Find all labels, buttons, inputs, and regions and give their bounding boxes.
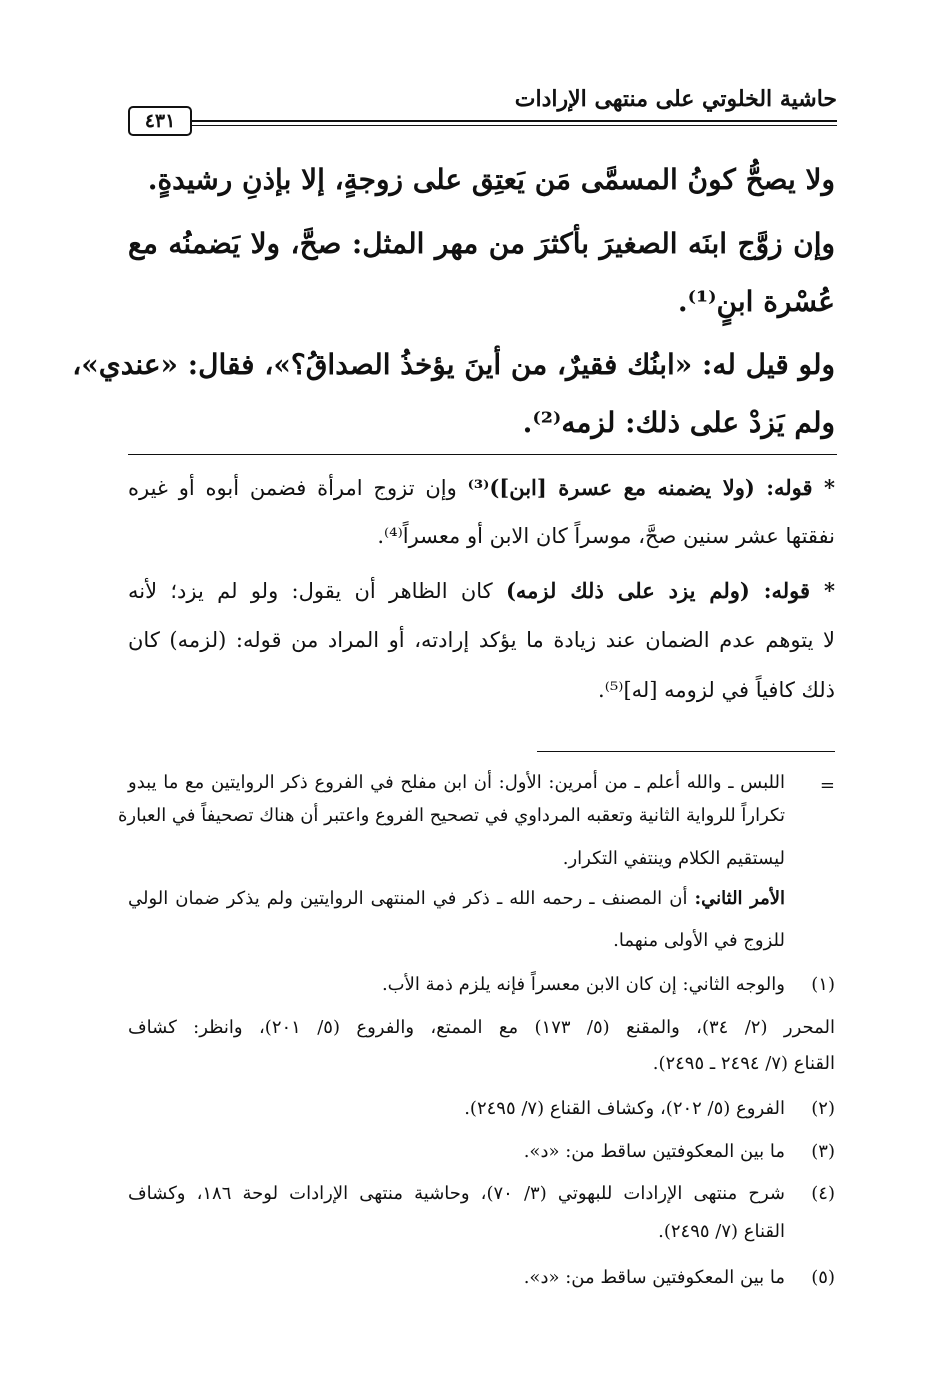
footnote-5-line-1: ما بين المعكوفتين ساقط من: «د». [523,1267,785,1288]
footnote-1-line-1: والوجه الثاني: إن كان الابن معسراً فإنه يلزم ذمة الأب. [381,974,785,995]
running-title: حاشية الخلوتي على منتهى الإرادات [514,86,837,112]
footnote-4-line-2: القناع (٧/ ٢٤٩٥). [658,1221,785,1242]
commentary-text-1: وإن تزوج امرأة فضمن أبوه أو غيره [128,476,457,500]
footnote-number: (١) [811,974,835,995]
footnote-1-line-2: المحرر (٢/ ٣٤)، والمقنع (٥/ ١٧٣) مع الممتع، والفروع (٥/ ٢٠١)، وانظر: كشاف [128,1017,836,1038]
main-line-5: ولم يَزدْ على ذلك: لزمه⁽²⁾. [522,406,835,439]
commentary-line-1 [128,470,835,506]
main-separator [128,454,837,455]
footnote-2-line-1: الفروع (٥/ ٢٠٢)، وكشاف القناع (٧/ ٢٤٩٥). [464,1098,785,1119]
commentary-line-5: ذلك كافياً في لزومه [له]⁽⁵⁾. [598,678,835,702]
footnote-cont-line-2: تكراراً للرواية الثانية وتعقبه المرداوي في تصحيح الفروع واعتبر أن هناك تصحيفاً في العبارة [118,805,785,826]
second-matter-text: أن المصنف ـ رحمه الله ـ ذكر في المنتهى الروايتين ولم يذكر ضمان الولي [128,888,688,909]
footnote-second-line-1 [128,883,785,915]
footnote-4-line-1: شرح منتهى الإرادات للبهوتي (٣/ ٧٠)، وحاشية منتهى الإرادات لوحة ١٨٦، وكشاف [128,1183,785,1204]
footnote-number: (٤) [811,1183,835,1204]
footnote-cont-line-3: ليستقيم الكلام وينتفي التكرار. [562,848,785,869]
commentary-line-4: لا يتوهم عدم الضمان عند زيادة ما يؤكد إرادته، أو المراد من قوله: (لزمه) كان [128,628,835,652]
commentary-line-3 [128,573,835,609]
footnote-1-line-3: القناع (٧/ ٢٤٩٤ ـ ٢٤٩٥). [652,1053,835,1074]
footnote-number: (٣) [811,1141,835,1162]
footnote-3-line-1: ما بين المعكوفتين ساقط من: «د». [523,1141,785,1162]
footnote-number: (٥) [811,1267,835,1288]
commentary-label-1: * قوله: (ولا يضمنه مع عسرة [ابن])⁽³⁾ [467,475,835,500]
footnote-second-line-2: للزوج في الأولى منهما. [613,930,785,951]
main-line-2: وإن زوَّج ابنَه الصغيرَ بأكثرَ من مهر المثل: صحَّ، ولا يَضمنُه مع [128,227,835,260]
footnote-separator [537,751,835,752]
main-line-1: ولا يصحُّ كونُ المسمَّى مَن يَعتِق على زوجةٍ، إلا بإذنِ رشيدةٍ. [147,163,835,196]
continuation-marker: = [819,775,835,796]
second-matter-label: الأمر الثاني: [694,888,785,909]
commentary-label-2: * قوله: (ولم يزد على ذلك لزمه) [505,578,835,603]
footnote-number: (٢) [811,1098,835,1119]
header-rule [190,120,837,126]
commentary-text-2: كان الظاهر أن يقول: ولو لم يزد؛ لأنه [128,579,493,603]
main-line-3: عُسْرة ابنٍ⁽¹⁾. [677,285,835,318]
footnote-cont-line-1: اللبس ـ والله أعلم ـ من أمرين: الأول: أن ابن مفلح في الفروع ذكر الروايتين مع ما يبدو [128,772,785,793]
page-number: ٤٣١ [128,106,192,136]
main-line-4: ولو قيل له: «ابنُك فقيرٌ، من أينَ يؤخذُ الصداقُ؟»، فقال: «عندي»، [72,348,835,381]
commentary-line-2: نفقتها عشر سنين صحَّ، موسراً كان الابن أو معسراً⁽⁴⁾. [377,524,835,548]
